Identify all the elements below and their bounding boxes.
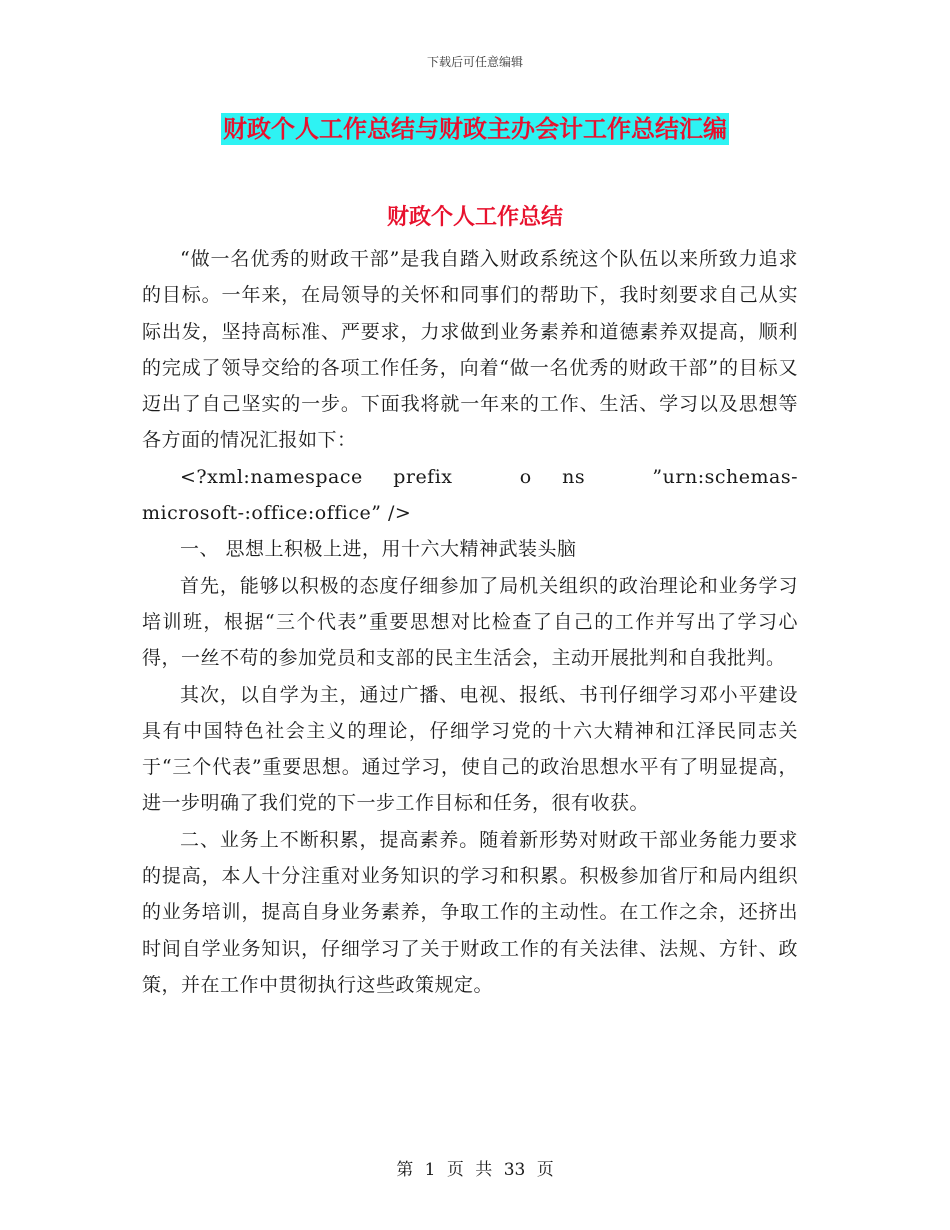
header-note: 下载后可任意编辑 <box>426 55 523 69</box>
document-body <box>142 241 798 1003</box>
paragraph-xml-artifact: <?xml:namespace prefix o ns ”urn:schemas-microsoft-:office:office” /> <box>142 465 798 525</box>
section-title: 财政个人工作总结 <box>386 205 563 230</box>
paragraph-intro: “做一名优秀的财政干部”是我自踏入财政系统这个队伍以来所致力追求的目标。一年来，在局领导的关怀和同事们的帮助下，我时刻要求自己从实际出发，坚持高标准、严要求，力求做到业务素养和道德素养双提高，顺利的完成了领导交给的各项工作任务，向着“做一名优秀的财政干部”的目标又迈出了自己坚实的一步。下面我将就一年来的工作、生活、学习以及思想等各方面的情况汇报如下： <box>142 248 798 452</box>
paragraph-heading-one: 一、 思想上积极上进，用十六大精神武装头脑 <box>180 538 577 561</box>
paragraph-second: 其次，以自学为主，通过广播、电视、报纸、书刊仔细学习邓小平建设具有中国特色社会主义的理论，仔细学习党的十六大精神和江泽民同志关于“三个代表”重要思想。通过学习，使自己的政治思想水平有了明显提高，进一步明确了我们党的下一步工作目标和任务，很有收获。 <box>142 683 798 815</box>
paragraph-heading-two: 二、业务上不断积累，提高素养。随着新形势对财政干部业务能力要求的提高，本人十分注重对业务知识的学习和积累。积极参加省厅和局内组织的业务培训，提高自身业务素养，争取工作的主动性。在工作之余，还挤出时间自学业务知识，仔细学习了关于财政工作的有关法律、法规、方针、政策，并在工作中贯彻执行这些政策规定。 <box>142 828 798 996</box>
page-number: 第 1 页 共 33 页 <box>396 1160 554 1180</box>
document-title: 财政个人工作总结与财政主办会计工作总结汇编 <box>223 115 727 143</box>
paragraph-first: 首先，能够以积极的态度仔细参加了局机关组织的政治理论和业务学习培训班，根据“三个代表”重要思想对比检查了自己的工作并写出了学习心得，一丝不苟的参加党员和支部的民主生活会，主动开展批判和自我批判。 <box>142 574 798 670</box>
